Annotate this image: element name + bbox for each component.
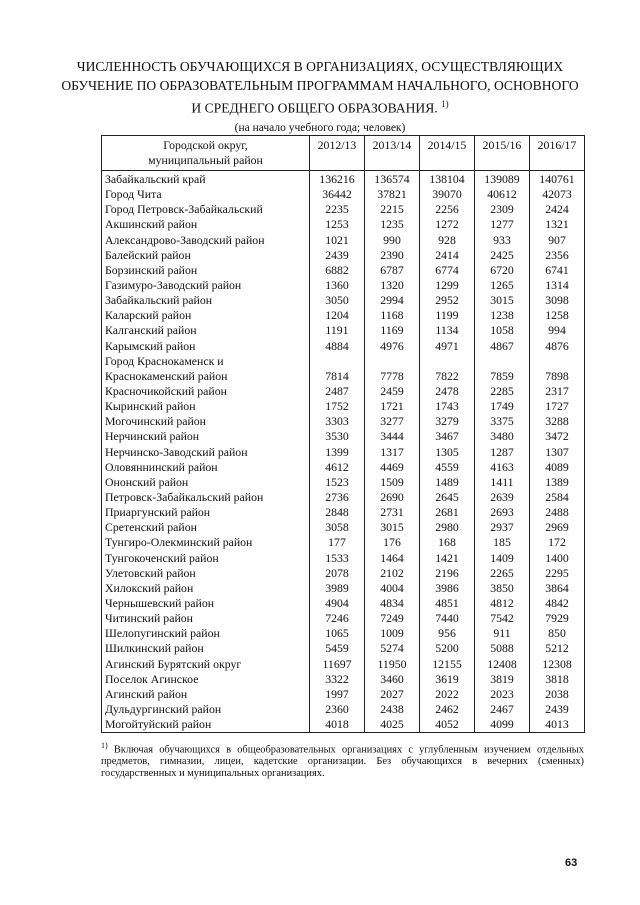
value-cell: 1321 bbox=[530, 217, 585, 232]
value-cell: 4834 bbox=[365, 596, 420, 611]
value-cell: 2487 bbox=[310, 384, 365, 399]
value-cell: 1523 bbox=[310, 475, 365, 490]
footnote-mark: 1) bbox=[101, 741, 108, 750]
value-cell: 1235 bbox=[365, 217, 420, 232]
value-cell: 1509 bbox=[365, 475, 420, 490]
value-cell: 139089 bbox=[475, 171, 530, 188]
table-row bbox=[102, 641, 585, 656]
value-cell: 1305 bbox=[420, 445, 475, 460]
value-cell: 2478 bbox=[420, 384, 475, 399]
value-cell: 4812 bbox=[475, 596, 530, 611]
value-cell: 3015 bbox=[475, 293, 530, 308]
row-name-cell: Краснокаменский район bbox=[102, 369, 310, 384]
row-name-cell: Могойтуйский район bbox=[102, 717, 310, 733]
table-row bbox=[102, 293, 585, 308]
value-cell: 5088 bbox=[475, 641, 530, 656]
value-cell: 1489 bbox=[420, 475, 475, 490]
table-row bbox=[102, 308, 585, 323]
value-cell: 1307 bbox=[530, 445, 585, 460]
table-row bbox=[102, 369, 585, 384]
value-cell: 4904 bbox=[310, 596, 365, 611]
value-cell: 2848 bbox=[310, 505, 365, 520]
value-cell: 4018 bbox=[310, 717, 365, 733]
value-cell bbox=[420, 354, 475, 369]
value-cell: 3322 bbox=[310, 672, 365, 687]
value-cell: 2736 bbox=[310, 490, 365, 505]
value-cell: 3050 bbox=[310, 293, 365, 308]
value-cell: 5274 bbox=[365, 641, 420, 656]
table-body bbox=[102, 171, 585, 733]
table-row bbox=[102, 171, 585, 188]
value-cell: 4025 bbox=[365, 717, 420, 733]
value-cell: 1389 bbox=[530, 475, 585, 490]
value-cell: 172 bbox=[530, 535, 585, 550]
value-cell: 2693 bbox=[475, 505, 530, 520]
value-cell: 12408 bbox=[475, 657, 530, 672]
value-cell: 6882 bbox=[310, 263, 365, 278]
table-row bbox=[102, 278, 585, 293]
value-cell: 2639 bbox=[475, 490, 530, 505]
value-cell: 4842 bbox=[530, 596, 585, 611]
value-cell: 12155 bbox=[420, 657, 475, 672]
row-name-cell: Петровск-Забайкальский район bbox=[102, 490, 310, 505]
value-cell: 2439 bbox=[530, 702, 585, 717]
row-name-cell: Ононский район bbox=[102, 475, 310, 490]
table-row bbox=[102, 475, 585, 490]
value-cell: 1464 bbox=[365, 551, 420, 566]
value-cell: 1399 bbox=[310, 445, 365, 460]
value-cell: 1204 bbox=[310, 308, 365, 323]
table-row bbox=[102, 187, 585, 202]
page-title bbox=[40, 57, 600, 118]
row-name-cell: Шилкинский район bbox=[102, 641, 310, 656]
value-cell: 7814 bbox=[310, 369, 365, 384]
row-name-cell: Нерчинский район bbox=[102, 429, 310, 444]
value-cell: 136574 bbox=[365, 171, 420, 188]
value-cell: 1752 bbox=[310, 399, 365, 414]
value-cell: 6741 bbox=[530, 263, 585, 278]
value-cell: 3818 bbox=[530, 672, 585, 687]
value-cell: 6787 bbox=[365, 263, 420, 278]
header-year-2012-13: 2012/13 bbox=[310, 136, 365, 171]
value-cell: 4163 bbox=[475, 460, 530, 475]
value-cell: 3989 bbox=[310, 581, 365, 596]
value-cell: 2994 bbox=[365, 293, 420, 308]
value-cell: 3986 bbox=[420, 581, 475, 596]
value-cell: 3460 bbox=[365, 672, 420, 687]
table-row bbox=[102, 505, 585, 520]
value-cell: 3277 bbox=[365, 414, 420, 429]
value-cell: 2215 bbox=[365, 202, 420, 217]
table-row bbox=[102, 429, 585, 444]
row-name-cell: Дульдургинский район bbox=[102, 702, 310, 717]
value-cell: 1272 bbox=[420, 217, 475, 232]
value-cell: 1168 bbox=[365, 308, 420, 323]
row-name-cell: Приаргунский район bbox=[102, 505, 310, 520]
value-cell: 2424 bbox=[530, 202, 585, 217]
value-cell: 1421 bbox=[420, 551, 475, 566]
value-cell: 4559 bbox=[420, 460, 475, 475]
value-cell: 7249 bbox=[365, 611, 420, 626]
value-cell: 2265 bbox=[475, 566, 530, 581]
row-name-cell: Могочинский район bbox=[102, 414, 310, 429]
row-name-cell: Шелопугинский район bbox=[102, 626, 310, 641]
value-cell: 39070 bbox=[420, 187, 475, 202]
value-cell: 1533 bbox=[310, 551, 365, 566]
value-cell: 2102 bbox=[365, 566, 420, 581]
table-row bbox=[102, 581, 585, 596]
value-cell: 3098 bbox=[530, 293, 585, 308]
value-cell: 185 bbox=[475, 535, 530, 550]
value-cell: 990 bbox=[365, 233, 420, 248]
value-cell: 1314 bbox=[530, 278, 585, 293]
row-name-cell: Забайкальский район bbox=[102, 293, 310, 308]
table-row bbox=[102, 384, 585, 399]
row-name-cell: Агинский Бурятский округ bbox=[102, 657, 310, 672]
value-cell: 4971 bbox=[420, 339, 475, 354]
value-cell: 2196 bbox=[420, 566, 475, 581]
value-cell: 3819 bbox=[475, 672, 530, 687]
value-cell: 42073 bbox=[530, 187, 585, 202]
value-cell: 4004 bbox=[365, 581, 420, 596]
value-cell bbox=[475, 354, 530, 369]
value-cell: 3472 bbox=[530, 429, 585, 444]
row-name-cell: Улетовский район bbox=[102, 566, 310, 581]
value-cell: 2356 bbox=[530, 248, 585, 263]
value-cell: 2438 bbox=[365, 702, 420, 717]
row-name-cell: Балейский район bbox=[102, 248, 310, 263]
title-line-3-text: И СРЕДНЕГО ОБЩЕГО ОБРАЗОВАНИЯ. bbox=[191, 100, 438, 116]
value-cell: 3467 bbox=[420, 429, 475, 444]
value-cell: 12308 bbox=[530, 657, 585, 672]
value-cell: 2439 bbox=[310, 248, 365, 263]
value-cell: 2078 bbox=[310, 566, 365, 581]
row-name-cell: Тунгокоченский район bbox=[102, 551, 310, 566]
value-cell: 11697 bbox=[310, 657, 365, 672]
value-cell: 1277 bbox=[475, 217, 530, 232]
value-cell: 2390 bbox=[365, 248, 420, 263]
value-cell: 2256 bbox=[420, 202, 475, 217]
title-line-3 bbox=[40, 95, 600, 118]
table-row bbox=[102, 551, 585, 566]
table-row bbox=[102, 445, 585, 460]
value-cell: 3864 bbox=[530, 581, 585, 596]
value-cell: 1727 bbox=[530, 399, 585, 414]
row-name-cell: Поселок Агинское bbox=[102, 672, 310, 687]
value-cell: 4876 bbox=[530, 339, 585, 354]
table-header-row bbox=[102, 136, 585, 171]
value-cell bbox=[530, 354, 585, 369]
value-cell: 7778 bbox=[365, 369, 420, 384]
value-cell: 4099 bbox=[475, 717, 530, 733]
value-cell: 4884 bbox=[310, 339, 365, 354]
footnote-text: Включая обучающихся в общеобразовательных организациях с углубленным изучением отдельных предметов, гимназии, лицеи, кадетские организации. Без обучающихся в вечерних (сменных) государственных и муниципальных организациях. bbox=[101, 744, 584, 780]
row-name-cell: Борзинский район bbox=[102, 263, 310, 278]
value-cell: 1743 bbox=[420, 399, 475, 414]
row-name-cell: Чернышевский район bbox=[102, 596, 310, 611]
value-cell: 36442 bbox=[310, 187, 365, 202]
header-year-2016-17: 2016/17 bbox=[530, 136, 585, 171]
value-cell: 3058 bbox=[310, 520, 365, 535]
value-cell: 4089 bbox=[530, 460, 585, 475]
value-cell: 1058 bbox=[475, 323, 530, 338]
value-cell: 4612 bbox=[310, 460, 365, 475]
row-name-cell: Каларский район bbox=[102, 308, 310, 323]
value-cell: 2969 bbox=[530, 520, 585, 535]
value-cell: 2360 bbox=[310, 702, 365, 717]
value-cell: 3303 bbox=[310, 414, 365, 429]
value-cell: 1360 bbox=[310, 278, 365, 293]
row-name-cell: Сретенский район bbox=[102, 520, 310, 535]
value-cell: 2023 bbox=[475, 687, 530, 702]
value-cell bbox=[310, 354, 365, 369]
header-name-cell bbox=[102, 136, 310, 171]
value-cell: 2022 bbox=[420, 687, 475, 702]
value-cell: 1317 bbox=[365, 445, 420, 460]
value-cell: 2467 bbox=[475, 702, 530, 717]
table-row bbox=[102, 460, 585, 475]
table-row bbox=[102, 233, 585, 248]
table-row bbox=[102, 672, 585, 687]
value-cell: 850 bbox=[530, 626, 585, 641]
value-cell: 2584 bbox=[530, 490, 585, 505]
table-row bbox=[102, 263, 585, 278]
row-name-cell: Калганский район bbox=[102, 323, 310, 338]
table-row bbox=[102, 248, 585, 263]
table-row bbox=[102, 323, 585, 338]
value-cell: 2414 bbox=[420, 248, 475, 263]
value-cell: 1400 bbox=[530, 551, 585, 566]
value-cell: 6774 bbox=[420, 263, 475, 278]
value-cell bbox=[365, 354, 420, 369]
value-cell: 1191 bbox=[310, 323, 365, 338]
table-row bbox=[102, 535, 585, 550]
value-cell: 2462 bbox=[420, 702, 475, 717]
value-cell: 1721 bbox=[365, 399, 420, 414]
value-cell: 4867 bbox=[475, 339, 530, 354]
table-row bbox=[102, 566, 585, 581]
row-name-cell: Акшинский район bbox=[102, 217, 310, 232]
value-cell: 7822 bbox=[420, 369, 475, 384]
row-name-cell: Красночикойский район bbox=[102, 384, 310, 399]
value-cell: 140761 bbox=[530, 171, 585, 188]
title-footnote-mark: 1) bbox=[441, 99, 449, 109]
table-row bbox=[102, 687, 585, 702]
title-line-2: ОБУЧЕНИЕ ПО ОБРАЗОВАТЕЛЬНЫМ ПРОГРАММАМ НАЧАЛЬНОГО, ОСНОВНОГО bbox=[61, 78, 579, 93]
value-cell: 1409 bbox=[475, 551, 530, 566]
value-cell: 994 bbox=[530, 323, 585, 338]
table-row bbox=[102, 490, 585, 505]
value-cell: 1021 bbox=[310, 233, 365, 248]
value-cell: 2038 bbox=[530, 687, 585, 702]
value-cell: 928 bbox=[420, 233, 475, 248]
value-cell: 5212 bbox=[530, 641, 585, 656]
value-cell: 138104 bbox=[420, 171, 475, 188]
value-cell: 2731 bbox=[365, 505, 420, 520]
row-name-cell: Город Петровск-Забайкальский bbox=[102, 202, 310, 217]
value-cell: 7246 bbox=[310, 611, 365, 626]
value-cell: 7859 bbox=[475, 369, 530, 384]
table-row bbox=[102, 626, 585, 641]
value-cell: 7542 bbox=[475, 611, 530, 626]
value-cell: 2681 bbox=[420, 505, 475, 520]
value-cell: 911 bbox=[475, 626, 530, 641]
value-cell: 6720 bbox=[475, 263, 530, 278]
row-name-cell: Забайкальский край bbox=[102, 171, 310, 188]
value-cell: 1997 bbox=[310, 687, 365, 702]
value-cell: 4052 bbox=[420, 717, 475, 733]
value-cell: 1411 bbox=[475, 475, 530, 490]
row-name-cell: Кыринский район bbox=[102, 399, 310, 414]
value-cell: 2937 bbox=[475, 520, 530, 535]
table-row bbox=[102, 354, 585, 369]
value-cell: 907 bbox=[530, 233, 585, 248]
table-row bbox=[102, 717, 585, 733]
value-cell: 1258 bbox=[530, 308, 585, 323]
table-row bbox=[102, 596, 585, 611]
value-cell: 1065 bbox=[310, 626, 365, 641]
row-name-cell: Читинский район bbox=[102, 611, 310, 626]
value-cell: 1749 bbox=[475, 399, 530, 414]
value-cell: 3015 bbox=[365, 520, 420, 535]
value-cell: 1009 bbox=[365, 626, 420, 641]
header-year-2013-14: 2013/14 bbox=[365, 136, 420, 171]
value-cell: 40612 bbox=[475, 187, 530, 202]
table-row bbox=[102, 520, 585, 535]
value-cell: 3279 bbox=[420, 414, 475, 429]
value-cell: 37821 bbox=[365, 187, 420, 202]
header-year-2015-16: 2015/16 bbox=[475, 136, 530, 171]
data-table bbox=[101, 135, 585, 733]
page-number: 63 bbox=[565, 857, 578, 869]
value-cell: 1320 bbox=[365, 278, 420, 293]
title-line-1: ЧИСЛЕННОСТЬ ОБУЧАЮЩИХСЯ В ОРГАНИЗАЦИЯХ, ОСУЩЕСТВЛЯЮЩИХ bbox=[76, 59, 564, 74]
value-cell: 3619 bbox=[420, 672, 475, 687]
header-name-line-2: муниципальный район bbox=[148, 153, 263, 167]
value-cell: 1265 bbox=[475, 278, 530, 293]
row-name-cell: Тунгиро-Олекминский район bbox=[102, 535, 310, 550]
value-cell: 5200 bbox=[420, 641, 475, 656]
value-cell: 176 bbox=[365, 535, 420, 550]
value-cell: 7440 bbox=[420, 611, 475, 626]
table-row bbox=[102, 339, 585, 354]
value-cell: 3530 bbox=[310, 429, 365, 444]
row-name-cell: Газимуро-Заводский район bbox=[102, 278, 310, 293]
header-year-2014-15: 2014/15 bbox=[420, 136, 475, 171]
value-cell: 11950 bbox=[365, 657, 420, 672]
row-name-cell: Хилокский район bbox=[102, 581, 310, 596]
header-name-line-1: Городской округ, bbox=[163, 138, 248, 152]
row-name-cell: Город Чита bbox=[102, 187, 310, 202]
value-cell: 933 bbox=[475, 233, 530, 248]
table-row bbox=[102, 702, 585, 717]
value-cell: 3850 bbox=[475, 581, 530, 596]
value-cell: 2459 bbox=[365, 384, 420, 399]
value-cell: 4851 bbox=[420, 596, 475, 611]
value-cell: 2488 bbox=[530, 505, 585, 520]
value-cell: 3288 bbox=[530, 414, 585, 429]
value-cell: 168 bbox=[420, 535, 475, 550]
value-cell: 1134 bbox=[420, 323, 475, 338]
value-cell: 2980 bbox=[420, 520, 475, 535]
value-cell: 3480 bbox=[475, 429, 530, 444]
value-cell: 2952 bbox=[420, 293, 475, 308]
row-name-cell: Агинский район bbox=[102, 687, 310, 702]
table-row bbox=[102, 399, 585, 414]
value-cell: 2690 bbox=[365, 490, 420, 505]
value-cell: 2317 bbox=[530, 384, 585, 399]
value-cell: 4976 bbox=[365, 339, 420, 354]
value-cell: 4013 bbox=[530, 717, 585, 733]
value-cell: 1238 bbox=[475, 308, 530, 323]
row-name-cell: Нерчинско-Заводский район bbox=[102, 445, 310, 460]
table-row bbox=[102, 611, 585, 626]
value-cell: 2285 bbox=[475, 384, 530, 399]
value-cell: 3444 bbox=[365, 429, 420, 444]
value-cell: 2235 bbox=[310, 202, 365, 217]
value-cell: 4469 bbox=[365, 460, 420, 475]
value-cell: 1169 bbox=[365, 323, 420, 338]
value-cell: 2645 bbox=[420, 490, 475, 505]
row-name-cell: Александрово-Заводский район bbox=[102, 233, 310, 248]
value-cell: 5459 bbox=[310, 641, 365, 656]
value-cell: 1253 bbox=[310, 217, 365, 232]
row-name-cell: Карымский район bbox=[102, 339, 310, 354]
table-row bbox=[102, 657, 585, 672]
value-cell: 2027 bbox=[365, 687, 420, 702]
row-name-cell: Город Краснокаменск и bbox=[102, 354, 310, 369]
value-cell: 2425 bbox=[475, 248, 530, 263]
value-cell: 177 bbox=[310, 535, 365, 550]
table-subtitle: (на начало учебного года; человек) bbox=[234, 122, 406, 134]
table-row bbox=[102, 202, 585, 217]
value-cell: 1299 bbox=[420, 278, 475, 293]
value-cell: 3375 bbox=[475, 414, 530, 429]
value-cell: 1287 bbox=[475, 445, 530, 460]
value-cell: 7929 bbox=[530, 611, 585, 626]
value-cell: 1199 bbox=[420, 308, 475, 323]
value-cell: 7898 bbox=[530, 369, 585, 384]
footnote bbox=[101, 740, 584, 780]
value-cell: 2295 bbox=[530, 566, 585, 581]
value-cell: 2309 bbox=[475, 202, 530, 217]
table-row bbox=[102, 217, 585, 232]
value-cell: 136216 bbox=[310, 171, 365, 188]
value-cell: 956 bbox=[420, 626, 475, 641]
row-name-cell: Оловяннинский район bbox=[102, 460, 310, 475]
table-row bbox=[102, 414, 585, 429]
